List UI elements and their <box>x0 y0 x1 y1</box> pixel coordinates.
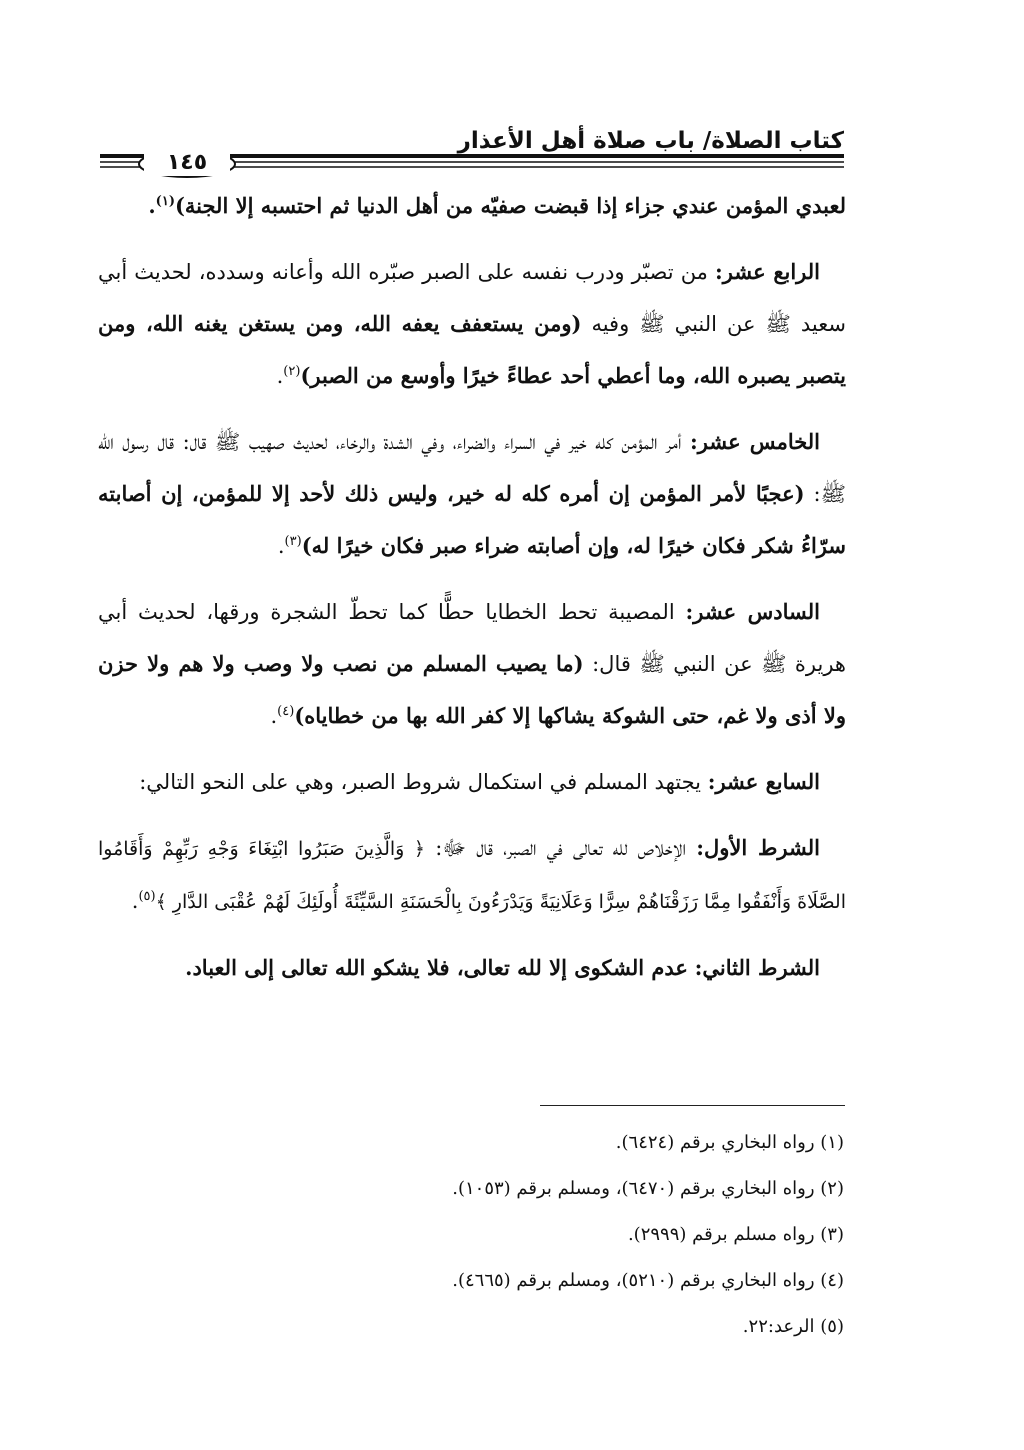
running-title: كتاب الصلاة/ باب صلاة أهل الأعذار <box>457 128 844 154</box>
hadith-text: (عجبًا لأمر المؤمن إن أمره كله له خير، وليس ذلك لأحد إلا للمؤمن، إن أصابته سرّاءُ شكر فكان خيرًا له، وإن أصابته ضراء صبر فكان خيرًا له) <box>98 481 846 558</box>
footnote-ref: (٤) <box>277 704 295 719</box>
footnote: (٣) رواه مسلم برقم (٢٩٩٩). <box>627 1224 844 1245</box>
item-heading: الشرط الثاني: <box>694 955 820 980</box>
footnotes <box>100 1120 844 1350</box>
page-number: ١٤٥ <box>144 150 230 176</box>
hadith-text: (ما يصيب المسلم من نصب ولا وصب ولا هم ولا حزن ولا أذى ولا غم، حتى الشوكة يشاكها إلا كفر الله بها من خطاياه) <box>98 651 846 728</box>
paragraph-condition-two <box>98 942 846 994</box>
item-heading: السابع عشر: <box>707 769 820 794</box>
paragraph-fifteenth <box>98 416 846 572</box>
sentence-end: . <box>131 889 139 913</box>
item-heading: السادس عشر: <box>685 599 820 624</box>
footnote-ref: (٢) <box>283 364 301 379</box>
paragraph-seventeenth <box>98 756 846 808</box>
paragraph-sixteenth <box>98 586 846 742</box>
footnote: (٤) رواه البخاري برقم (٥٢١٠)، ومسلم برقم (٤٦٦٥). <box>452 1270 844 1291</box>
item-heading: الخامس عشر: <box>690 429 821 454</box>
item-heading: الرابع عشر: <box>715 259 820 284</box>
footnote-ref: (٥) <box>138 889 156 904</box>
footnote: (١) رواه البخاري برقم (٦٤٢٤). <box>615 1132 844 1153</box>
sentence-end: . <box>148 193 156 218</box>
footnote: (٢) رواه البخاري برقم (٦٤٧٠)، ومسلم برقم (١٠٥٣). <box>452 1178 844 1199</box>
sentence-end: . <box>277 534 285 558</box>
paragraph-text: عدم الشكوى إلا لله تعالى، فلا يشكو الله تعالى إلى العباد. <box>185 955 688 980</box>
hadith-text: (ومن يستعفف يعفه الله، ومن يستغن يغنه الله، ومن يتصبر يصبره الله، وما أعطي أحد عطاءً خيرًا وأوسع من الصبر) <box>98 311 846 388</box>
hadith-text: لعبدي المؤمن عندي جزاء إذا قبضت صفيّه من أهل الدنيا ثم احتسبه إلا الجنة) <box>174 193 846 218</box>
sentence-end: . <box>276 364 284 388</box>
paragraph-continuation <box>98 180 846 232</box>
paragraph-fourteenth <box>98 246 846 402</box>
paragraph-text: من تصبّر ودرب نفسه على الصبر صبّره الله وأعانه وسدده، لحديث أبي سعيد ﷺ عن النبي ﷺ وفيه <box>98 260 846 336</box>
paragraph-text: يجتهد المسلم في استكمال شروط الصبر، وهي على النحو التالي: <box>139 770 701 794</box>
paragraph-text: أمر المؤمن كله خير في السراء والضراء، وفي الشدة والرخاء، لحديث صهيب ﷺ قال: قال رسول الله ﷺ: <box>98 430 846 506</box>
quran-verse: ﴿ وَالَّذِينَ صَبَرُوا ابْتِغَاءَ وَجْهِ رَبِّهِمْ وَأَقَامُوا الصَّلَاةَ وَأَنْفَقُوا مِمَّا رَزَقْنَاهُمْ سِرًّا وَعَلَانِيَةً وَيَدْرَءُونَ بِالْحَسَنَةِ السَّيِّئَةَ أُولَئِكَ لَهُمْ عُقْبَى الدَّارِ ﴾ <box>98 838 846 913</box>
paragraph-text: الإخلاص لله تعالى في الصبر، قال ﷻ: <box>435 836 687 860</box>
sentence-end: . <box>270 704 278 728</box>
footnote-separator <box>540 1105 845 1106</box>
body-text <box>98 180 846 994</box>
paragraph-text: المصيبة تحط الخطايا حطًّا كما تحطّ الشجرة ورقها، لحديث أبي هريرة ﷺ عن النبي ﷺ قال: <box>98 600 847 676</box>
item-heading: الشرط الأول: <box>696 835 820 860</box>
footnote-ref: (١) <box>155 194 175 209</box>
footnote: (٥) الرعد:٢٢. <box>742 1316 844 1337</box>
footnote-ref: (٣) <box>284 534 302 549</box>
paragraph-condition-one <box>98 822 846 928</box>
